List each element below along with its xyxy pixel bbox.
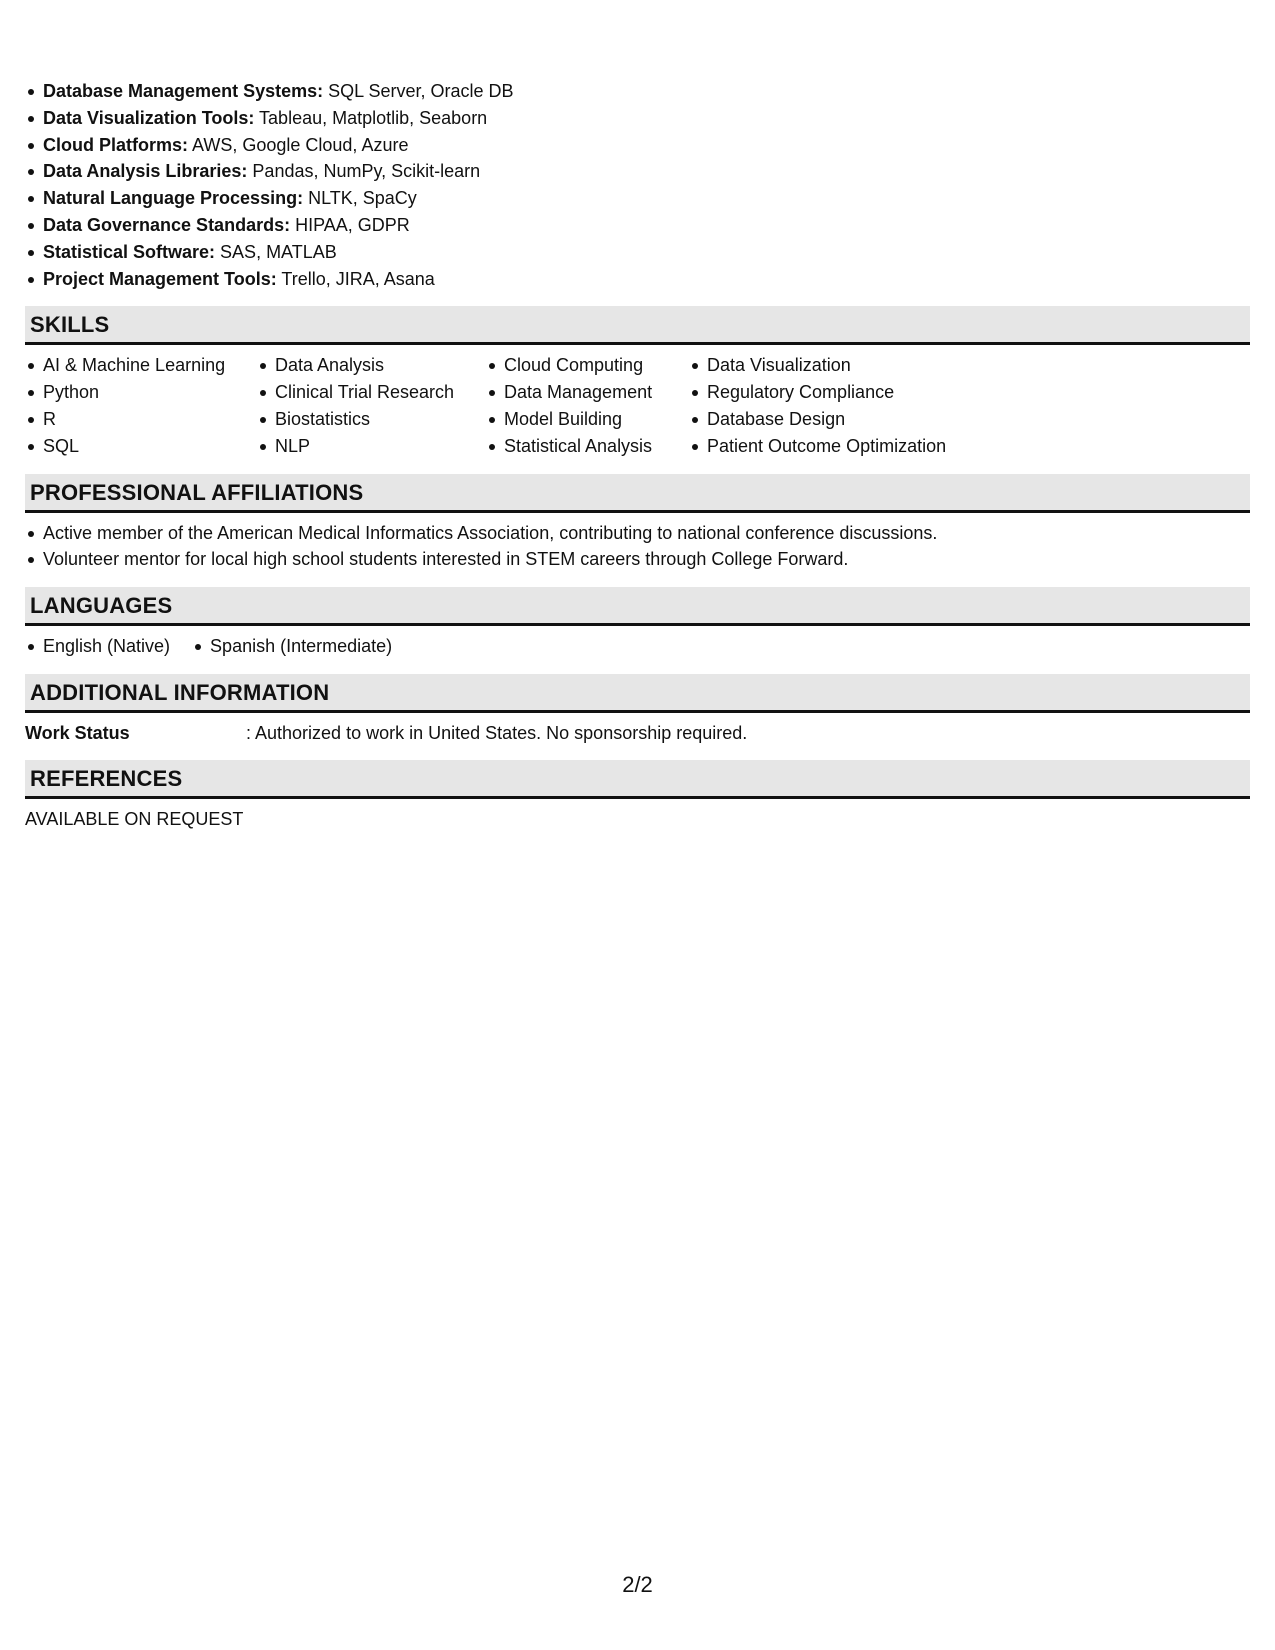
skill-item: Data Visualization <box>689 352 989 379</box>
section-header: SKILLS <box>25 306 1250 345</box>
list-item <box>25 132 1250 159</box>
tool-category-value: Pandas, NumPy, Scikit-learn <box>247 161 481 182</box>
tool-category-label: Database Management Systems: <box>43 81 324 101</box>
additional-info-section <box>25 674 1250 746</box>
list-item: Active member of the American Medical Informatics Association, contributing to national conference discussions. <box>25 520 1250 547</box>
section-header: LANGUAGES <box>25 587 1250 626</box>
tool-category-value: SQL Server, Oracle DB <box>323 81 514 101</box>
tool-category-label: Data Analysis Libraries: <box>43 161 248 182</box>
skills-column <box>25 352 257 459</box>
skill-item: Data Analysis <box>257 352 486 379</box>
languages-list <box>25 626 1250 660</box>
skills-column <box>689 352 989 459</box>
skills-column <box>257 352 486 459</box>
tool-category-label: Project Management Tools: <box>43 268 277 289</box>
skill-item: Cloud Computing <box>486 352 689 379</box>
tool-category-value: HIPAA, GDPR <box>290 214 410 235</box>
tool-category-value: SAS, MATLAB <box>215 241 337 262</box>
skill-item: Data Management <box>486 379 689 406</box>
language-item: English (Native) <box>25 633 170 660</box>
section-header: PROFESSIONAL AFFILIATIONS <box>25 474 1250 513</box>
skills-section <box>25 306 1250 459</box>
tool-category-value: Trello, JIRA, Asana <box>276 268 435 289</box>
work-status-value: : Authorized to work in United States. No sponsorship required. <box>246 722 748 743</box>
skill-item: Database Design <box>689 406 989 433</box>
section-header: ADDITIONAL INFORMATION <box>25 674 1250 713</box>
list-item <box>25 266 1250 293</box>
skills-grid <box>25 345 1250 459</box>
tool-category-label: Cloud Platforms: <box>43 134 189 155</box>
skill-item: NLP <box>257 433 486 460</box>
technical-tools-list <box>25 78 1250 292</box>
references-section <box>25 760 1250 832</box>
list-item <box>25 105 1250 132</box>
skill-item: AI & Machine Learning <box>25 352 257 379</box>
language-item: Spanish (Intermediate) <box>192 633 392 660</box>
tool-category-label: Natural Language Processing: <box>43 188 304 209</box>
work-status-row <box>25 713 1250 746</box>
skill-item: R <box>25 406 257 433</box>
tool-category-value: Tableau, Matplotlib, Seaborn <box>254 107 488 128</box>
skills-column <box>486 352 689 459</box>
list-item <box>25 78 1250 105</box>
tool-category-label: Statistical Software: <box>43 241 216 262</box>
tool-category-value: AWS, Google Cloud, Azure <box>188 134 409 155</box>
skill-item: Model Building <box>486 406 689 433</box>
tool-category-value: NLTK, SpaCy <box>303 188 417 209</box>
list-item <box>25 185 1250 212</box>
page-number: 2/2 <box>622 1572 653 1597</box>
affiliations-list <box>25 513 1250 574</box>
list-item <box>25 239 1250 266</box>
section-header: REFERENCES <box>25 760 1250 799</box>
list-item <box>25 212 1250 239</box>
work-status-label: Work Status <box>25 722 130 743</box>
tool-category-label: Data Governance Standards: <box>43 214 291 235</box>
skill-item: Python <box>25 379 257 406</box>
skill-item: Biostatistics <box>257 406 486 433</box>
skill-item: Clinical Trial Research <box>257 379 486 406</box>
list-item <box>25 158 1250 185</box>
skill-item: SQL <box>25 433 257 460</box>
list-item: Volunteer mentor for local high school students interested in STEM careers through College Forward. <box>25 546 1250 573</box>
skill-item: Regulatory Compliance <box>689 379 989 406</box>
languages-section <box>25 587 1250 660</box>
skill-item: Patient Outcome Optimization <box>689 433 989 460</box>
skill-item: Statistical Analysis <box>486 433 689 460</box>
tool-category-label: Data Visualization Tools: <box>43 107 255 128</box>
references-text: AVAILABLE ON REQUEST <box>25 808 244 829</box>
affiliations-section <box>25 474 1250 574</box>
resume-page-2 <box>25 78 1250 832</box>
